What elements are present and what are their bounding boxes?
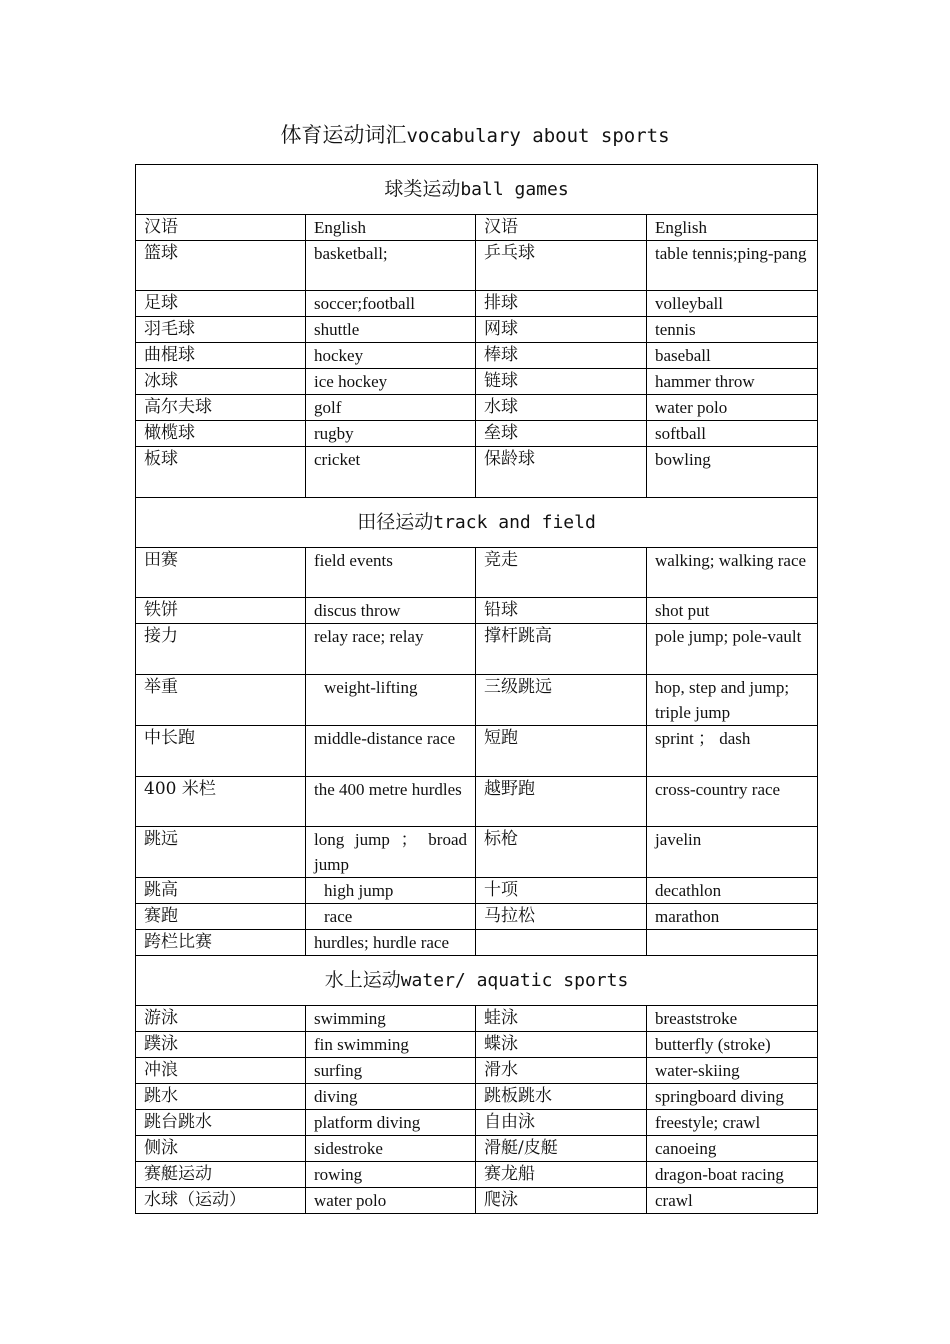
chinese-term-cell: 跳远: [136, 827, 306, 878]
english-term-cell: race: [306, 904, 476, 930]
chinese-term-cell: 蝶泳: [476, 1032, 647, 1058]
vocab-row: [136, 421, 818, 447]
chinese-term-cell: 越野跑: [476, 777, 647, 827]
english-term-cell: swimming: [306, 1006, 476, 1032]
vocab-row: [136, 1188, 818, 1214]
chinese-term-cell: 侧泳: [136, 1136, 306, 1162]
english-term-cell: softball: [647, 421, 818, 447]
chinese-term-cell: 跳水: [136, 1084, 306, 1110]
chinese-term-cell: 链球: [476, 369, 647, 395]
english-term-cell: ice hockey: [306, 369, 476, 395]
chinese-term-cell: 爬泳: [476, 1188, 647, 1214]
chinese-term-cell: 赛跑: [136, 904, 306, 930]
chinese-term-cell: 曲棍球: [136, 343, 306, 369]
chinese-term-cell: 乒乓球: [476, 241, 647, 291]
vocab-row: [136, 1058, 818, 1084]
chinese-term-cell: 赛龙船: [476, 1162, 647, 1188]
vocab-row: [136, 1084, 818, 1110]
vocab-row: [136, 930, 818, 956]
english-term-cell: javelin: [647, 827, 818, 878]
chinese-term-cell: 竞走: [476, 548, 647, 598]
column-header-row: [136, 215, 818, 241]
chinese-term-cell: 铅球: [476, 598, 647, 624]
chinese-term-cell: 排球: [476, 291, 647, 317]
title-zh: 体育运动词汇: [280, 123, 407, 147]
english-term-cell: [647, 930, 818, 956]
english-term-cell: platform diving: [306, 1110, 476, 1136]
column-header: English: [647, 215, 818, 241]
chinese-term-cell: 橄榄球: [136, 421, 306, 447]
chinese-term-cell: 游泳: [136, 1006, 306, 1032]
chinese-term-cell: 垒球: [476, 421, 647, 447]
chinese-term-cell: 十项: [476, 878, 647, 904]
column-header: English: [306, 215, 476, 241]
section-header: [136, 165, 818, 215]
english-term-cell: table tennis;ping-pang: [647, 241, 818, 291]
chinese-term-cell: 400 米栏: [136, 777, 306, 827]
english-term-cell: field events: [306, 548, 476, 598]
english-term-cell: freestyle; crawl: [647, 1110, 818, 1136]
chinese-term-cell: 板球: [136, 447, 306, 498]
chinese-term-cell: 接力: [136, 624, 306, 675]
vocab-row: [136, 1162, 818, 1188]
section-header-row: [136, 165, 818, 215]
vocab-row: [136, 726, 818, 777]
chinese-term-cell: 保龄球: [476, 447, 647, 498]
chinese-term-cell: 标枪: [476, 827, 647, 878]
english-term-cell: pole jump; pole-vault: [647, 624, 818, 675]
english-term-cell: high jump: [306, 878, 476, 904]
vocab-row: [136, 447, 818, 498]
english-term-cell: walking; walking race: [647, 548, 818, 598]
chinese-term-cell: 网球: [476, 317, 647, 343]
chinese-term-cell: 跳高: [136, 878, 306, 904]
english-term-cell: water-skiing: [647, 1058, 818, 1084]
english-term-cell: middle-distance race: [306, 726, 476, 777]
english-term-cell: relay race; relay: [306, 624, 476, 675]
english-term-cell: weight-lifting: [306, 675, 476, 726]
vocab-row: [136, 904, 818, 930]
chinese-term-cell: 滑艇/皮艇: [476, 1136, 647, 1162]
chinese-term-cell: 跳台跳水: [136, 1110, 306, 1136]
english-term-cell: discus throw: [306, 598, 476, 624]
english-term-cell: dragon-boat racing: [647, 1162, 818, 1188]
chinese-term-cell: 中长跑: [136, 726, 306, 777]
vocab-row: [136, 1032, 818, 1058]
english-term-cell: shuttle: [306, 317, 476, 343]
english-term-cell: crawl: [647, 1188, 818, 1214]
section-header: [136, 498, 818, 548]
english-term-cell: diving: [306, 1084, 476, 1110]
column-header: 汉语: [476, 215, 647, 241]
chinese-term-cell: 赛艇运动: [136, 1162, 306, 1188]
chinese-term-cell: [476, 930, 647, 956]
english-term-cell: canoeing: [647, 1136, 818, 1162]
vocabulary-table: [135, 164, 818, 1214]
english-term-cell: water polo: [306, 1188, 476, 1214]
chinese-term-cell: 滑水: [476, 1058, 647, 1084]
chinese-term-cell: 冰球: [136, 369, 306, 395]
vocab-row: [136, 548, 818, 598]
english-term-cell: shot put: [647, 598, 818, 624]
english-term-cell: basketball;: [306, 241, 476, 291]
english-term-cell: golf: [306, 395, 476, 421]
vocab-row: [136, 827, 818, 878]
vocab-row: [136, 317, 818, 343]
chinese-term-cell: 跳板跳水: [476, 1084, 647, 1110]
chinese-term-cell: 足球: [136, 291, 306, 317]
english-term-cell: rowing: [306, 1162, 476, 1188]
english-term-cell: hammer throw: [647, 369, 818, 395]
vocab-row: [136, 369, 818, 395]
section-title-en: ball games: [460, 179, 569, 200]
vocab-row: [136, 1110, 818, 1136]
english-term-cell: tennis: [647, 317, 818, 343]
chinese-term-cell: 马拉松: [476, 904, 647, 930]
section-title-zh: 球类运动: [384, 178, 461, 200]
chinese-term-cell: 羽毛球: [136, 317, 306, 343]
section-header: [136, 956, 818, 1006]
vocab-row: [136, 291, 818, 317]
vocab-row: [136, 241, 818, 291]
english-term-cell: rugby: [306, 421, 476, 447]
chinese-term-cell: 自由泳: [476, 1110, 647, 1136]
vocab-row: [136, 1136, 818, 1162]
section-header-row: [136, 498, 818, 548]
vocab-row: [136, 624, 818, 675]
chinese-term-cell: 蛙泳: [476, 1006, 647, 1032]
chinese-term-cell: 水球（运动）: [136, 1188, 306, 1214]
english-term-cell: bowling: [647, 447, 818, 498]
english-term-cell: water polo: [647, 395, 818, 421]
chinese-term-cell: 跨栏比赛: [136, 930, 306, 956]
chinese-term-cell: 撑杆跳高: [476, 624, 647, 675]
chinese-term-cell: 铁饼: [136, 598, 306, 624]
vocab-row: [136, 1006, 818, 1032]
vocabulary-table-body: [136, 165, 818, 1214]
chinese-term-cell: 蹼泳: [136, 1032, 306, 1058]
vocab-row: [136, 343, 818, 369]
english-term-cell: springboard diving: [647, 1084, 818, 1110]
english-term-cell: fin swimming: [306, 1032, 476, 1058]
english-term-cell: soccer;football: [306, 291, 476, 317]
chinese-term-cell: 冲浪: [136, 1058, 306, 1084]
section-header-row: [136, 956, 818, 1006]
english-term-cell: cross-country race: [647, 777, 818, 827]
english-term-cell: volleyball: [647, 291, 818, 317]
english-term-cell: baseball: [647, 343, 818, 369]
page-title: [0, 120, 950, 151]
chinese-term-cell: 高尔夫球: [136, 395, 306, 421]
column-header: 汉语: [136, 215, 306, 241]
english-term-cell: sidestroke: [306, 1136, 476, 1162]
chinese-term-cell: 三级跳远: [476, 675, 647, 726]
chinese-term-cell: 棒球: [476, 343, 647, 369]
chinese-term-cell: 举重: [136, 675, 306, 726]
section-title-zh: 田径运动: [357, 511, 434, 533]
section-title-en: track and field: [433, 512, 596, 533]
vocab-row: [136, 395, 818, 421]
section-title-en: water/ aquatic sports: [400, 970, 629, 991]
english-term-cell: breaststroke: [647, 1006, 818, 1032]
english-term-cell: cricket: [306, 447, 476, 498]
vocab-row: [136, 675, 818, 726]
english-term-cell: marathon: [647, 904, 818, 930]
title-en: vocabulary about sports: [406, 125, 670, 147]
english-term-cell: hockey: [306, 343, 476, 369]
english-term-cell: butterfly (stroke): [647, 1032, 818, 1058]
vocab-row: [136, 878, 818, 904]
chinese-term-cell: 篮球: [136, 241, 306, 291]
chinese-term-cell: 水球: [476, 395, 647, 421]
english-term-cell: surfing: [306, 1058, 476, 1084]
vocab-row: [136, 598, 818, 624]
english-term-cell: hop, step and jump; triple jump: [647, 675, 818, 726]
english-term-cell: decathlon: [647, 878, 818, 904]
english-term-cell: long jump ； broad jump: [306, 827, 476, 878]
vocab-row: [136, 777, 818, 827]
chinese-term-cell: 田赛: [136, 548, 306, 598]
english-term-cell: the 400 metre hurdles: [306, 777, 476, 827]
english-term-cell: sprint ； dash: [647, 726, 818, 777]
chinese-term-cell: 短跑: [476, 726, 647, 777]
section-title-zh: 水上运动: [324, 969, 401, 991]
english-term-cell: hurdles; hurdle race: [306, 930, 476, 956]
